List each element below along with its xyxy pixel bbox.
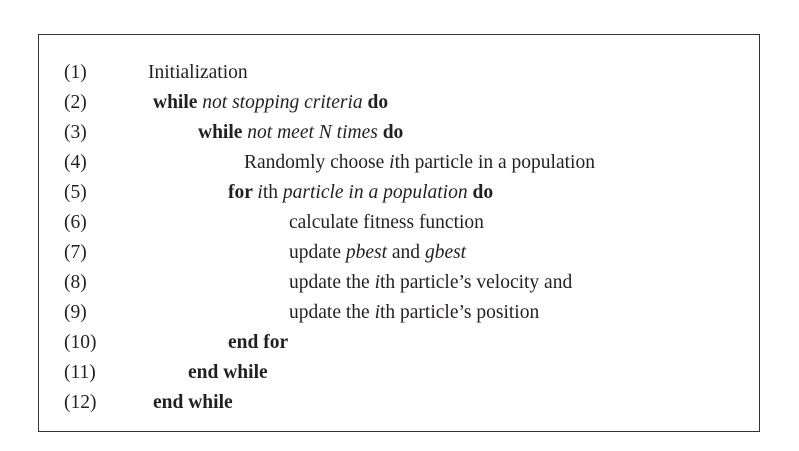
line-statement xyxy=(289,301,539,325)
statement-text: Randomly choose xyxy=(244,152,390,173)
algorithm-line-1 xyxy=(64,61,248,85)
keyword-for: for xyxy=(228,182,258,203)
algorithm-line-2 xyxy=(64,91,389,115)
line-statement xyxy=(228,181,493,205)
algorithm-line-4 xyxy=(64,151,595,175)
line-number: (11) xyxy=(64,362,96,383)
gbest-variable: gbest xyxy=(424,242,467,263)
keyword-do: do xyxy=(472,182,494,203)
statement-text: update the xyxy=(289,272,375,293)
loop-condition: not stopping criteria xyxy=(197,92,368,113)
line-statement xyxy=(153,391,233,415)
line-number: (6) xyxy=(64,212,87,233)
line-statement xyxy=(153,91,388,115)
line-number: (1) xyxy=(64,62,87,83)
statement-text: th particle’s position xyxy=(379,302,540,323)
statement-text: th xyxy=(262,182,283,203)
pbest-variable: pbest xyxy=(345,242,388,263)
keyword-end-while: end while xyxy=(153,392,233,413)
index-variable: i xyxy=(257,182,263,203)
statement-text: th particle in a population xyxy=(394,152,595,173)
algorithm-line-8 xyxy=(64,271,573,295)
line-statement xyxy=(188,361,268,385)
statement-text: th particle’s velocity and xyxy=(379,272,573,293)
algorithm-line-11 xyxy=(64,361,268,385)
line-statement xyxy=(289,271,572,295)
loop-condition: particle in a population xyxy=(282,182,473,203)
statement-text: update xyxy=(289,242,346,263)
line-statement xyxy=(148,61,248,85)
line-number: (2) xyxy=(64,92,87,113)
algorithm-line-7 xyxy=(64,241,467,265)
statement-text: update the xyxy=(289,302,375,323)
keyword-do: do xyxy=(382,122,404,143)
keyword-while: while xyxy=(198,122,243,143)
line-number: (10) xyxy=(64,332,97,353)
index-variable: i xyxy=(389,152,395,173)
loop-condition: not meet N times xyxy=(242,122,383,143)
algorithm-line-6 xyxy=(64,211,484,235)
line-number: (9) xyxy=(64,302,87,323)
line-number: (3) xyxy=(64,122,87,143)
line-statement xyxy=(198,121,403,145)
statement-text: Initialization xyxy=(148,62,248,83)
algorithm-line-3 xyxy=(64,121,404,145)
algorithm-line-10 xyxy=(64,331,289,355)
line-statement xyxy=(228,331,288,355)
index-variable: i xyxy=(374,302,380,323)
algorithm-line-9 xyxy=(64,301,540,325)
algorithm-line-5 xyxy=(64,181,494,205)
algorithm-line-12 xyxy=(64,391,233,415)
keyword-end-while: end while xyxy=(188,362,268,383)
index-variable: i xyxy=(374,272,380,293)
line-number: (7) xyxy=(64,242,87,263)
statement-text: and xyxy=(387,242,425,263)
line-number: (8) xyxy=(64,272,87,293)
keyword-end-for: end for xyxy=(228,332,289,353)
keyword-do: do xyxy=(367,92,389,113)
statement-text: calculate fitness function xyxy=(289,212,484,233)
line-number: (12) xyxy=(64,392,97,413)
line-statement xyxy=(289,241,466,265)
line-number: (5) xyxy=(64,182,87,203)
line-statement xyxy=(289,211,484,235)
line-number: (4) xyxy=(64,152,87,173)
keyword-while: while xyxy=(153,92,198,113)
line-statement xyxy=(244,151,595,175)
